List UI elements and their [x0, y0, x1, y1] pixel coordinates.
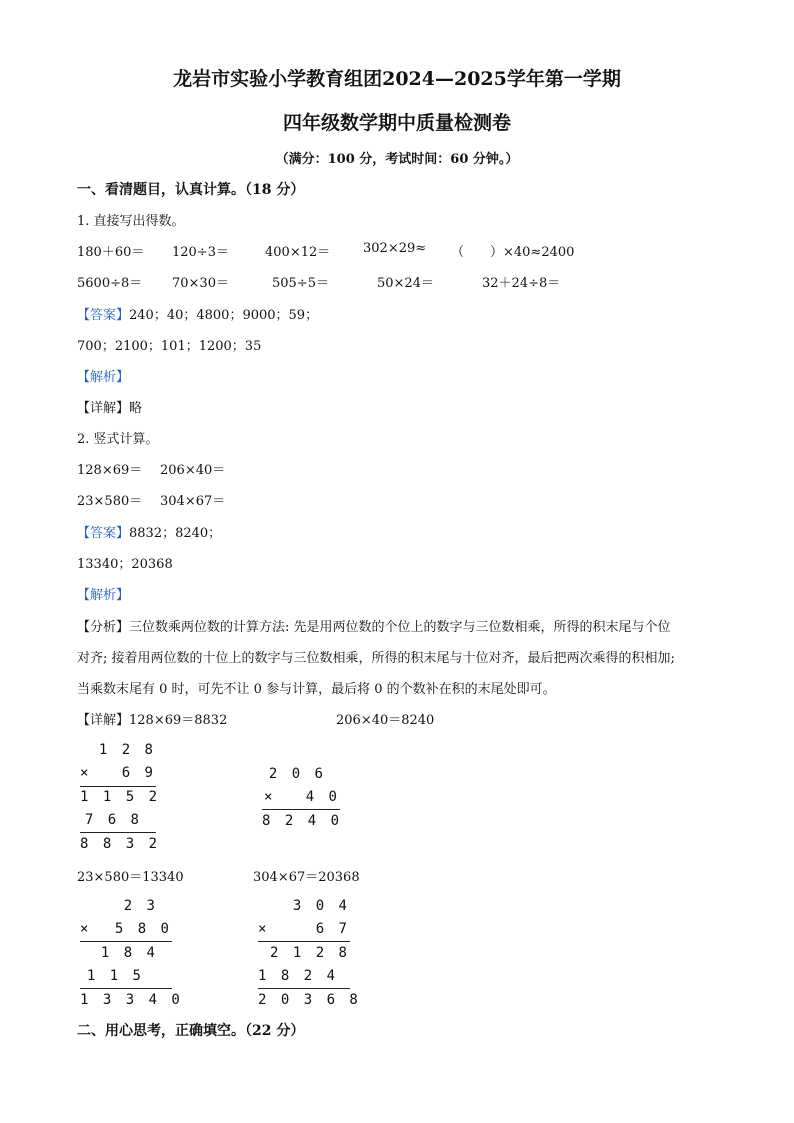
q1-item: 120÷3＝	[172, 245, 229, 260]
detail-tag: 【详解】	[77, 713, 130, 728]
vc-partial: 7 6 8	[84, 812, 142, 828]
vc-operand: 6 9	[121, 765, 156, 781]
q1-item: 505÷5＝	[272, 276, 329, 291]
vc-operand: 2 0 6	[268, 766, 326, 782]
vc-line	[80, 941, 172, 942]
vc-result: 2 0 3 6 8	[258, 992, 361, 1008]
answer-text: 8832；8240；	[129, 526, 222, 541]
q1-answer-line2: 700；2100；101；1200；35	[77, 339, 262, 354]
q2-item: 23×580＝	[77, 494, 143, 509]
vc-line	[258, 941, 350, 942]
vc-multiply-sign: ×	[80, 921, 92, 937]
question-1-prompt: 1. 直接写出得数。	[77, 214, 185, 229]
vc-result: 1 3 3 4 0	[80, 992, 183, 1008]
vc-line	[80, 988, 172, 989]
vc-multiply-sign: ×	[264, 789, 276, 805]
q1-item: 32＋24÷8＝	[482, 276, 561, 291]
section-heading-2: 二、用心思考，正确填空。（22 分）	[77, 1023, 305, 1039]
vc-line	[258, 988, 350, 989]
detail-eq: 23×580＝13340	[77, 870, 184, 885]
vc-result: 8 8 3 2	[80, 836, 161, 852]
exam-subtitle: 四年级数学期中质量检测卷	[282, 112, 511, 134]
vc-partial: 1 8 4	[100, 945, 158, 961]
q1-item: 70×30＝	[172, 276, 229, 291]
vc-line	[80, 832, 156, 833]
fenxi-line-1	[77, 616, 671, 635]
vc-operand: 4 0	[305, 789, 340, 805]
vc-operand: 6 7	[315, 921, 350, 937]
fenxi-line-3: 当乘数末尾有 0 时，可先不让 0 参与计算，最后将 0 的个数补在积的末尾处即可。	[77, 682, 556, 697]
q2-answer-line2: 13340；20368	[77, 557, 173, 572]
detail-tag: 【详解】	[77, 401, 130, 416]
fenxi-text: 三位数乘两位数的计算方法: 先是用两位数的个位上的数字与三位数相乘，所得的积末尾与个位	[129, 620, 671, 635]
q1-item: 302×29≈	[363, 241, 427, 256]
q1-item: 180＋60＝	[77, 245, 145, 260]
exam-info: （满分：100 分，考试时间：60 分钟。）	[275, 152, 519, 167]
vc-result: 8 2 4 0	[262, 813, 343, 829]
q1-detail	[77, 397, 142, 416]
vc-multiply-sign: ×	[80, 765, 92, 781]
exam-title: 龙岩市实验小学教育组团2024—2025学年第一学期	[173, 68, 621, 90]
detail-line	[77, 709, 227, 728]
answer-tag: 【答案】	[77, 308, 130, 323]
analysis-tag: 【解析】	[77, 588, 130, 603]
q2-answer	[77, 522, 221, 541]
detail-text: 略	[129, 401, 143, 416]
q1-answer	[77, 304, 318, 323]
analysis-tag: 【解析】	[77, 370, 130, 385]
vc-line	[80, 786, 156, 787]
fenxi-tag: 【分析】	[77, 620, 130, 635]
vc-partial: 1 1 5 2	[80, 789, 161, 805]
fenxi-line-2: 对齐; 接着用两位数的十位上的数字与三位数相乘，所得的积末尾与十位对齐，最后把两次乘得的积相加;	[77, 651, 675, 666]
q2-item: 304×67＝	[160, 494, 226, 509]
q1-item: 50×24＝	[377, 276, 434, 291]
vc-multiply-sign: ×	[258, 921, 270, 937]
vc-partial: 2 1 2 8	[269, 945, 350, 961]
vc-partial: 1 8 2 4	[258, 968, 339, 984]
q1-item: 5600÷8＝	[77, 276, 143, 291]
vc-partial: 1 1 5	[86, 968, 144, 984]
answer-tag: 【答案】	[77, 526, 130, 541]
detail-eq: 304×67＝20368	[253, 870, 360, 885]
section-heading-1: 一、看清题目，认真计算。（18 分）	[77, 182, 305, 198]
vc-operand: 1 2 8	[98, 742, 156, 758]
detail-eq: 128×69＝8832	[129, 713, 228, 728]
vc-operand: 3 0 4	[292, 898, 350, 914]
q2-item: 206×40＝	[160, 463, 226, 478]
q1-item: 400×12＝	[265, 245, 331, 260]
q1-item: （ ）×40≈2400	[451, 245, 575, 260]
answer-text: 240；40；4800；9000；59；	[129, 308, 319, 323]
vc-line	[262, 809, 340, 810]
vc-operand: 5 8 0	[114, 921, 172, 937]
vc-operand: 2 3	[123, 898, 158, 914]
q2-item: 128×69＝	[77, 463, 143, 478]
question-2-prompt: 2. 竖式计算。	[77, 432, 159, 447]
detail-eq: 206×40＝8240	[336, 713, 435, 728]
